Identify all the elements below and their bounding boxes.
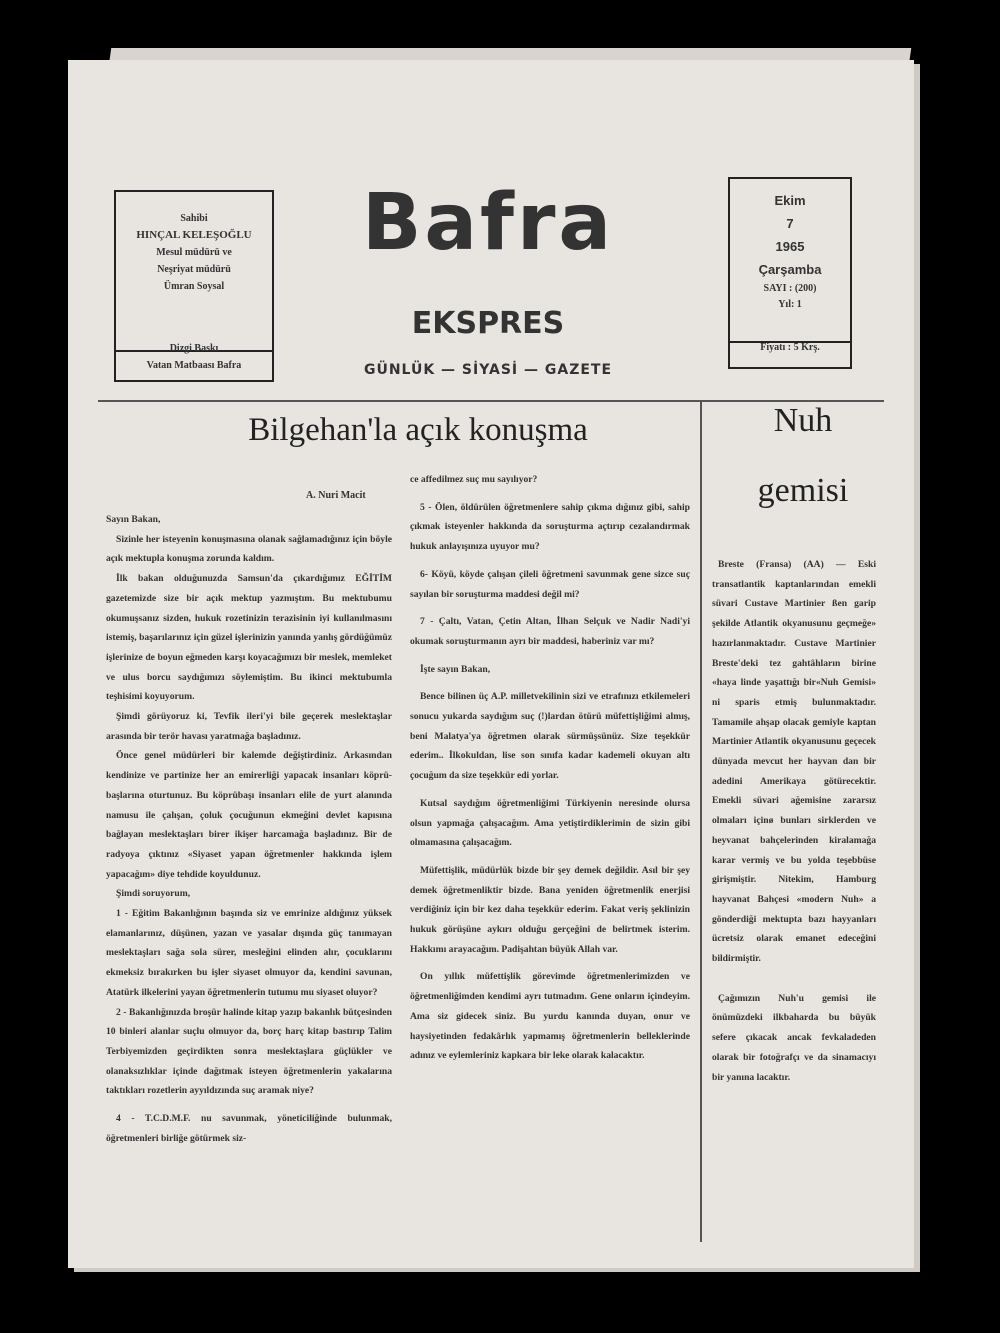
paragraph: Kutsal saydığım öğretmenliğimi Türkiyenin neresinde olursa olsun yapmağa çalışacağım. Ama yetiştirdiklerimin de sizin gibi olmamasına çalışacağım. [410,797,690,849]
paragraph: 1 - Eğitim Bakanlığının başında siz ve emrinize aldığınız yüksek elamanlarınız, düşünen, yazan ve yasalar dışında güç tanımayan meslektaşları sağa sola sürer, mesleğini elinden alır, çocuklarını ekmeksiz bırakırken bu işler siyaset olmuyor da, kendini savunan, Atatürk ilkelerini yayan öğretmenlerin tutumu mu siyaset oluyor? [106,908,392,998]
date-info [730,179,850,343]
date-weekday: Çarşamba [758,262,822,277]
column-divider [700,402,702,1242]
paragraph: Çağımızın Nuh'u gemisi ile önümüzdeki ilkbaharda bu büyük sefere çıkacak ancak fevkaladeden olarak bir fotoğrafçı ve da sinamacıyı bir yanına lacaktır. [712,992,876,1083]
byline: A. Nuri Macit [306,490,366,501]
publisher-line: Mesul müdürü ve [156,247,232,258]
paragraph: İşte sayın Bakan, [420,663,491,675]
paragraph: Sizinle her isteyenin konuşmasına olanak sağlamadığınız için böyle açık mektupla konuşma zorunda kaldım. [106,533,392,565]
publisher-line: Neşriyat müdürü [157,264,231,275]
main-headline: Bilgehan'la açık konuşma [248,412,588,448]
paragraph: 6- Köyü, köyde çalışan çileli öğretmeni savunmak gene sizce suç sayılan bir soruşturma maddesi değil mi? [410,568,690,600]
masthead-subtitle: EKSPRES [411,306,565,341]
publisher-line: HINÇAL KELEŞOĞLU [136,229,252,241]
date-month: Ekim [774,193,806,208]
side-column [712,555,876,1195]
paragraph: Müfettişlik, müdürlük bizde bir şey demek değildir. Asıl bir şey demek öğretmenliktir bizde. Bana yeniden öğretmenlik enerjisi verdiğiniz için bir kez daha teşekkür ederim. Fakat veriş şeklinizin hukuk görüşüne aykırı olduğu gerçeğini de belirtmek isterim. Hakkımı arayacağım. Padişahtan büyük Allah var. [410,864,690,955]
paragraph: 7 - Çaltı, Vatan, Çetin Altan, İlhan Selçuk ve Nadir Nadi'yi okumak soruşturmanın ayrı bir maddesi, haberiniz var mı? [410,616,690,647]
date-box [728,177,852,369]
paragraph: 4 - T.C.D.M.F. nu savunmak, yöneticiliğinde bulunmak, öğretmenleri birliğe götürmek siz- [106,1113,392,1144]
publisher-line: Sahibi [180,213,208,224]
printer-line: Vatan Matbaası Bafra [146,360,242,371]
paragraph: Şimdi görüyoruz ki, Tevfik ileri'yi bile geçerek meslektaşlar arasında bir terör havası yaratmağa başladınız. [106,711,392,742]
volume-number: Yıl: 1 [778,299,802,310]
paragraph: 2 - Bakanlığınızda broşür halinde kitap yazıp bakanlık bütçesinden 10 binleri alanlar suçlu olmuyor da, borç harç kitap bastırıp Talim Terbiyemizden geçirdikten sonra meslektaşlara güçlükler ve olanaksızlıklar içinde dağıtmak isteyen öğretmenlerin yakalarına taktıkları rozetlerin ayyıldızında suç aramak niye? [106,1006,392,1097]
masthead-tagline: GÜNLÜK — SİYASİ — GAZETE [363,362,613,378]
article-column-1 [106,510,392,1242]
article-column-2 [410,470,690,1170]
paragraph: Breste (Fransa) (AA) — Eski transatlantik kaptanlarından emekli süvari Custave Martinier ßen garip şekilde Atlantik okyanusunu geçmeğe» hazırlanmaktadır. Custave Martinier Breste'deki tez gahtâhların birine «haya linde yaşattığı bir«Nuh Gemisi» ni sparis etmiş bulunmaktadır. Tamamile ahşap olacak gemiyle kaptan Martinier Atlantik okyanusunu geçecek dünyada mevcut her hayvan dan bir adedini Amerikaya götürecektir. Emekli süvari ağemisine zararsız olmaları içinø bunları sirklerden ve heyvanat bahçelerinden kiralamağa karar vermiş ve bu yolda teşebbüse girişmiştir. Nitekim, Hamburg hayvanat Bahçesi «modern Nuh» a gönderdiği mektupta bazı hayyanları ücretsiz olarak emanet edeceğini bildirmiştir. [712,559,876,965]
publisher-info [116,192,272,352]
paragraph: Sayın Bakan, [106,514,161,525]
paragraph: Bence bilinen üç A.P. milletvekilinin sizi ve etrafınızı etkilemeleri sonucu yukarda saydığım suç (!)lardan ötürü müfettişliğimi almış, beni Malatya'ya öğretmen olarak sürmüşsünüz. Size teşekkür ederim.. İlkokuldan, lise son sınıfa kadar kademeli okuyan altı çocuğum da size teşekkür edi yorlar. [410,691,690,782]
side-headline-line1: Nuh [773,402,833,439]
masthead-title: Bafra [361,178,615,268]
publisher-box [114,190,274,382]
paragraph: 5 - Ölen, öldürülen öğretmenlere sahip çıkma dığınız gibi, sahip çıkmak isteyenler hakkında da soruşturma açtırıp cezalandırmak hukuk anlayışınıza uyuyor mu? [410,501,690,553]
printer-info [116,340,272,374]
newspaper-page [68,60,914,1268]
side-headline-line2: gemisi [757,472,849,509]
date-day: 7 [786,216,794,231]
paragraph: Şimdi soruyorum, [116,888,191,900]
paragraph: ce affedilmez suç mu sayılıyor? [410,474,538,485]
printer-line: Dizgi Baskı [169,343,219,354]
issue-number: SAYI : (200) [763,283,817,294]
price: Fiyatı : 5 Krş. [760,342,820,353]
paragraph: İlk bakan olduğunuzda Samsun'da çıkardığımız EĞİTİM gazetemizde size bir açık mektup yazmıştım. Bu mektubumu okumuşsanız sizden, hukuk rozetinizin terazisinin iyi kullanılmasını istemiş, başarılarınız için güzel işlerinizin yanında yanlış gördüğümüz işlerinize de boyun eğmeden karşı koyacağımızı bir meslek, memleket ve ulus borcu saydığımızı söylemiştim. Bu ikinci mektubumla teşhisimi koyuyorum. [106,573,392,703]
paragraph: Önce genel müdürleri bir kalemde değiştirdiniz. Arkasından kendinize ve partinize her an emirerliği yapacak insanları köprü-başlarına oturtunuz. Bu köprübaşı insanları elile de yurt alanında namusu ile çalışan, çoluk çocuğunun ekmeğini devlet kapısına bağlayan meslektaşları birer ikişer harcamağa başladınız. Bir de radyoya çıktınız «Siyaset yapan öğretmenler hakkında işlem yapacağım» diye tehdide koyuldunuz. [106,750,392,880]
publisher-line: Ümran Soysal [163,281,225,292]
paragraph: On yıllık müfettişlik görevimde öğretmenlerimizden ve öğretmenliğimden kendimi ayrı tutmadım. Gene onların içindeyim. Ama siz gidecek siniz. Bu yurdu kanında duyan, onur ve haysiyetinden fedakârlık yapmamış öğretmenlerin belleklerinde adınız ve eylemleriniz kapkara bir leke olarak kalacaktır. [410,971,690,1062]
date-year: 1965 [775,239,805,254]
